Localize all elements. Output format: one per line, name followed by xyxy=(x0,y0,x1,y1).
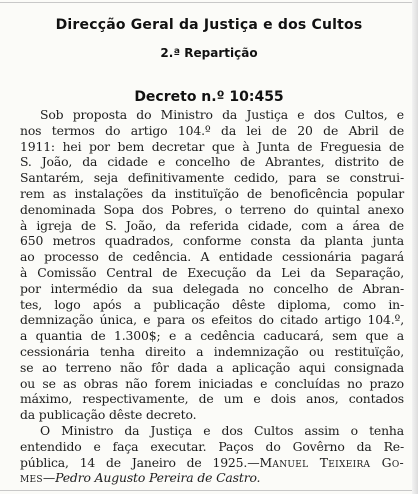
text-line: Santarém, seja definitivamente cedido, para se construi- xyxy=(20,170,404,186)
date-text: pública, 14 de Janeiro de 1925. xyxy=(20,454,248,470)
decree-body xyxy=(20,107,404,486)
text-line: máximo, respectivamente, de um e dois anos, contados xyxy=(20,391,404,407)
text-line: a quantia de 1.300$; e a cedência caducará, sem que a xyxy=(20,328,404,344)
text-line: nos termos do artigo 104.º da lei de 20 de Abril de xyxy=(20,122,404,138)
text-line: Sob proposta do Ministro da Justiça e dos Cultos, e xyxy=(40,107,404,122)
department-heading: Direcção Geral da Justiça e dos Cultos xyxy=(55,17,363,33)
page-edge xyxy=(412,0,418,494)
text-line: por intermédio da sua delegada no concelho de Abran- xyxy=(20,280,404,296)
text-line: tes, logo após a publicação dêste diploma, como in- xyxy=(20,296,404,312)
section-heading: 2.ª Repartição xyxy=(160,46,258,60)
text-line: ao processo de cedência. A entidade cessionária pagará xyxy=(20,249,404,265)
top-rule xyxy=(0,2,418,3)
text-line: denominada Sopa dos Pobres, o terreno do quintal anexo xyxy=(20,201,404,217)
signer-name-manuel: Manuel Teixeira Go- xyxy=(259,454,404,470)
text-line: à igreja de S. João, da referida cidade, com a área de xyxy=(20,217,404,233)
text-line: cessionária tenha direito a indemnização ou restituïção, xyxy=(20,343,404,359)
text-line: entendido e faça executar. Paços do Govêrno da Re- xyxy=(20,438,404,454)
text-line: rem as instalações da instituïção de benoficência popular xyxy=(20,185,404,201)
text-line: da publicação dêste decreto. xyxy=(20,407,197,423)
decree-title: Decreto n.º 10:455 xyxy=(134,89,284,105)
text-line: 650 metros quadrados, conforme consta da planta junta xyxy=(20,233,404,249)
signature-line xyxy=(20,470,404,486)
signer-name-pedro: Pedro Augusto Pereira de Castro. xyxy=(55,470,261,486)
text-line: ou se as obras não forem iniciadas e concluídas no prazo xyxy=(20,375,404,391)
signer-name-manuel-end: mes xyxy=(20,470,43,486)
text-line: O Ministro da Justiça e dos Cultos assim o tenha xyxy=(40,422,404,438)
text-line: se ao terreno não fôr dada a aplicação aqui consignada xyxy=(20,359,404,375)
signature-line xyxy=(20,455,404,471)
signature-dash: — xyxy=(42,470,56,486)
text-line: demnização única, e para os efeitos do citado artigo 104.º, xyxy=(20,312,404,328)
text-line: S. João, da cidade e concelho de Abrantes, distrito de xyxy=(20,154,404,170)
text-line: 1911: hei por bem decretar que à Junta de Freguesia de xyxy=(20,138,404,154)
text-line: à Comissão Central de Execução da Lei da Separação, xyxy=(20,264,404,280)
signature-dash: — xyxy=(247,454,260,470)
bottom-rule xyxy=(0,490,418,491)
